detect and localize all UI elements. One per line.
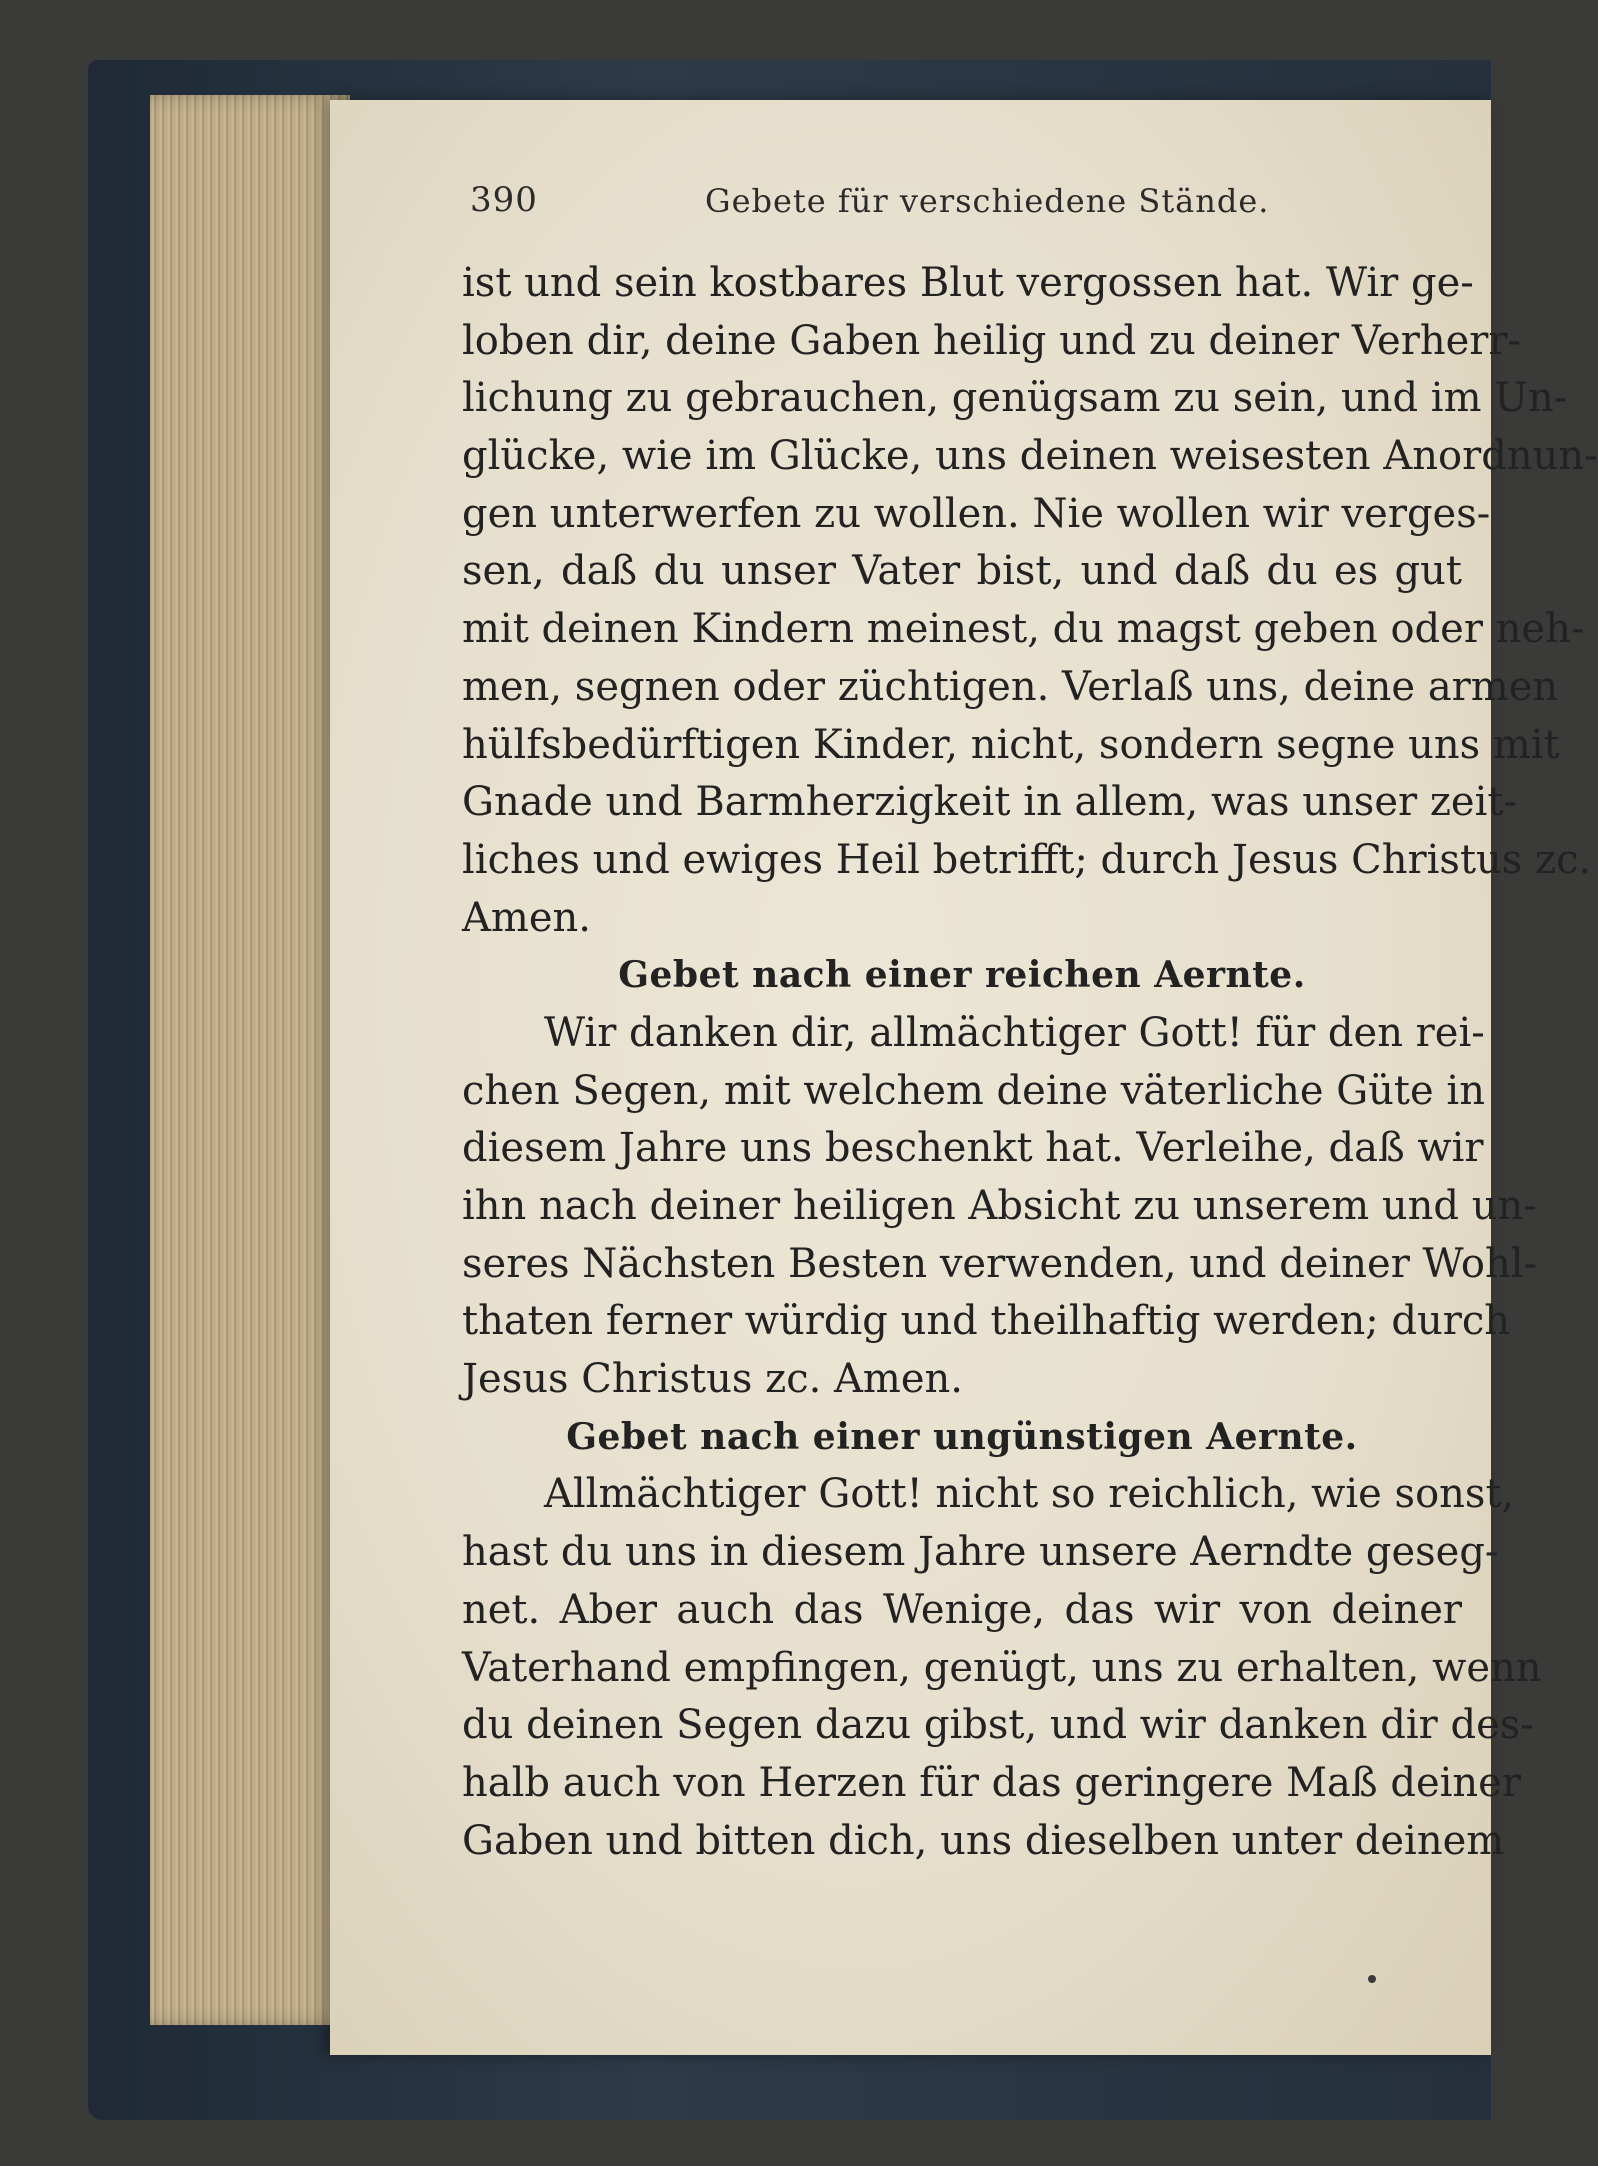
text-line: loben dir, deine Gaben heilig und zu deiner Verherr- (462, 317, 1522, 364)
text-line: Allmächtiger Gott! nicht so reichlich, wie sonst, (544, 1471, 1515, 1518)
text-line: hast du uns in diesem Jahre unsere Aerndte geseg- (462, 1529, 1499, 1576)
text-line: net. Aber auch das Wenige, das wir von deiner (462, 1586, 1462, 1633)
page-number: 390 (470, 180, 538, 220)
section-heading: Gebet nach einer reichen Aernte. (618, 954, 1306, 997)
text-line: Gnade und Barmherzigkeit in allem, was unser zeit- (462, 779, 1517, 826)
section-heading: Gebet nach einer ungünstigen Aernte. (566, 1415, 1358, 1458)
text-line: ihn nach deiner heiligen Absicht zu unserem und un- (462, 1183, 1537, 1229)
text-line: seres Nächsten Besten verwenden, und deiner Wohl- (462, 1240, 1538, 1287)
page-header (470, 180, 1270, 230)
body-text (462, 255, 1598, 1870)
text-line: chen Segen, mit welchem deine väterliche Güte in (462, 1067, 1485, 1114)
text-line: ist und sein kostbares Blut vergossen hat. Wir ge- (462, 260, 1474, 306)
text-line: Amen. (462, 894, 591, 941)
text-line: halb auch von Herzen für das geringere Maß deiner (462, 1759, 1521, 1806)
text-line: men, segnen oder züchtigen. Verlaß uns, deine armen (462, 663, 1559, 710)
running-head: Gebete für verschiedene Stände. (705, 182, 1270, 220)
text-line: glücke, wie im Glücke, uns deinen weisesten Anordnun- (462, 433, 1598, 480)
text-line: diesem Jahre uns beschenkt hat. Verleihe, daß wir (462, 1125, 1484, 1172)
page-edges (150, 95, 350, 2025)
text-line: du deinen Segen dazu gibst, und wir danken dir des- (462, 1702, 1534, 1749)
text-line: hülfsbedürftigen Kinder, nicht, sondern segne uns mit (462, 721, 1560, 768)
text-line: Jesus Christus zc. Amen. (462, 1356, 963, 1403)
text-line: Gaben und bitten dich, uns dieselben unter deinem (462, 1817, 1505, 1864)
text-line: sen, daß du unser Vater bist, und daß du es gut (462, 548, 1462, 595)
text-line: liches und ewiges Heil betrifft; durch Jesus Christus zc. (462, 836, 1592, 883)
text-line: mit deinen Kindern meinest, du magst geben oder neh- (462, 606, 1585, 653)
text-line: lichung zu gebrauchen, genügsam zu sein, und im Un- (462, 375, 1568, 422)
text-line: gen unterwerfen zu wollen. Nie wollen wir verges- (462, 490, 1491, 537)
printed-dot-mark (1368, 1975, 1376, 1983)
text-line: Vaterhand empfingen, genügt, uns zu erhalten, wenn (462, 1644, 1542, 1691)
text-line: Wir danken dir, allmächtiger Gott! für den rei- (544, 1009, 1485, 1056)
text-line: thaten ferner würdig und theilhaftig werden; durch (462, 1298, 1511, 1345)
